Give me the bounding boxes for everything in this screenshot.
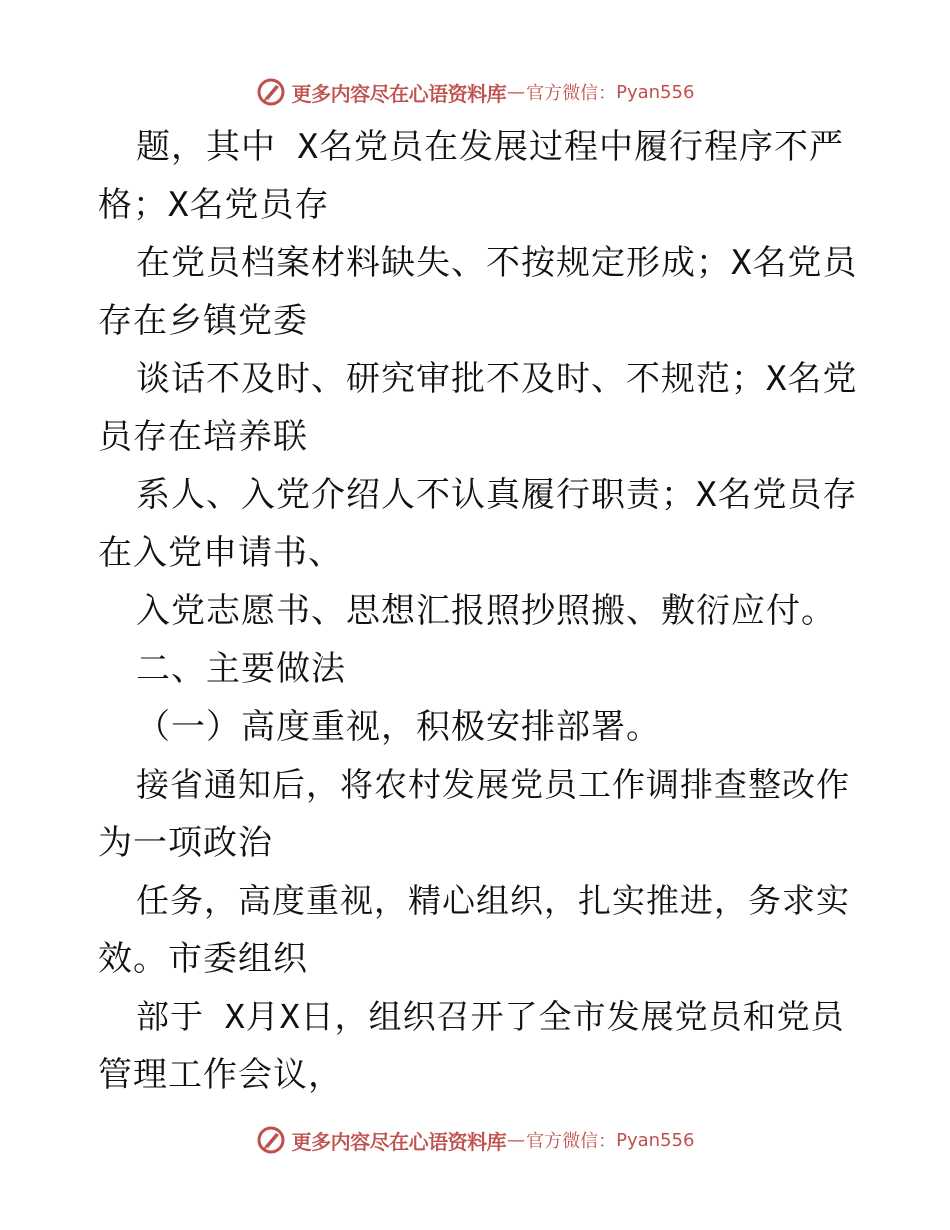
paragraph-line: 任务，高度重视，精心组织，扎实推进，务求实	[136, 881, 850, 920]
paragraph-line: 格；X名党员存	[98, 185, 330, 225]
paragraph-line: 题，其中 X名党员在发展过程中履行程序不严	[136, 127, 844, 167]
watermark-wechat-id: Pyan556	[616, 1129, 695, 1151]
paragraph-line: 接省通知后，将农村发展党员工作调排查整改作	[136, 765, 850, 804]
paragraph-line: 在党员档案材料缺失、不按规定形成；X名党员	[136, 243, 858, 283]
header-watermark	[0, 72, 950, 112]
paragraph-line: 为一项政治	[98, 823, 273, 863]
paragraph-line: 效。市委组织	[98, 939, 308, 979]
watermark-wechat-id: Pyan556	[616, 81, 695, 103]
paragraph-line: 部于 X月X日，组织召开了全市发展党员和党员	[136, 997, 845, 1036]
quill-pen-logo-icon	[256, 77, 286, 107]
paragraph-line: 入党志愿书、思想汇报照抄照搬、敷衍应付。	[136, 591, 836, 631]
paragraph-line: 谈话不及时、研究审批不及时、不规范；X名党	[136, 359, 858, 399]
watermark-separator: —	[507, 81, 526, 103]
watermark-separator: —	[507, 1129, 526, 1151]
paragraph-line: 管理工作会议，	[98, 1055, 343, 1095]
paragraph-line: 员存在培养联	[98, 417, 308, 457]
watermark-wechat-label: 官方微信：	[526, 83, 617, 104]
paragraph-line: 在入党申请书、	[98, 533, 343, 573]
watermark-title: 更多内容尽在心语资料库	[291, 81, 507, 106]
footer-watermark	[0, 1120, 950, 1160]
watermark-wechat-label: 官方微信：	[526, 1131, 617, 1152]
quill-pen-logo-icon	[256, 1125, 286, 1155]
section-heading: 二、主要做法	[136, 649, 346, 689]
watermark-title: 更多内容尽在心语资料库	[291, 1129, 507, 1154]
subsection-heading: （一）高度重视，积极安排部署。	[136, 707, 661, 747]
paragraph-line: 系人、入党介绍人不认真履行职责；X名党员存	[136, 475, 858, 515]
paragraph-line: 存在乡镇党委	[98, 301, 308, 341]
document-body	[98, 118, 858, 1104]
